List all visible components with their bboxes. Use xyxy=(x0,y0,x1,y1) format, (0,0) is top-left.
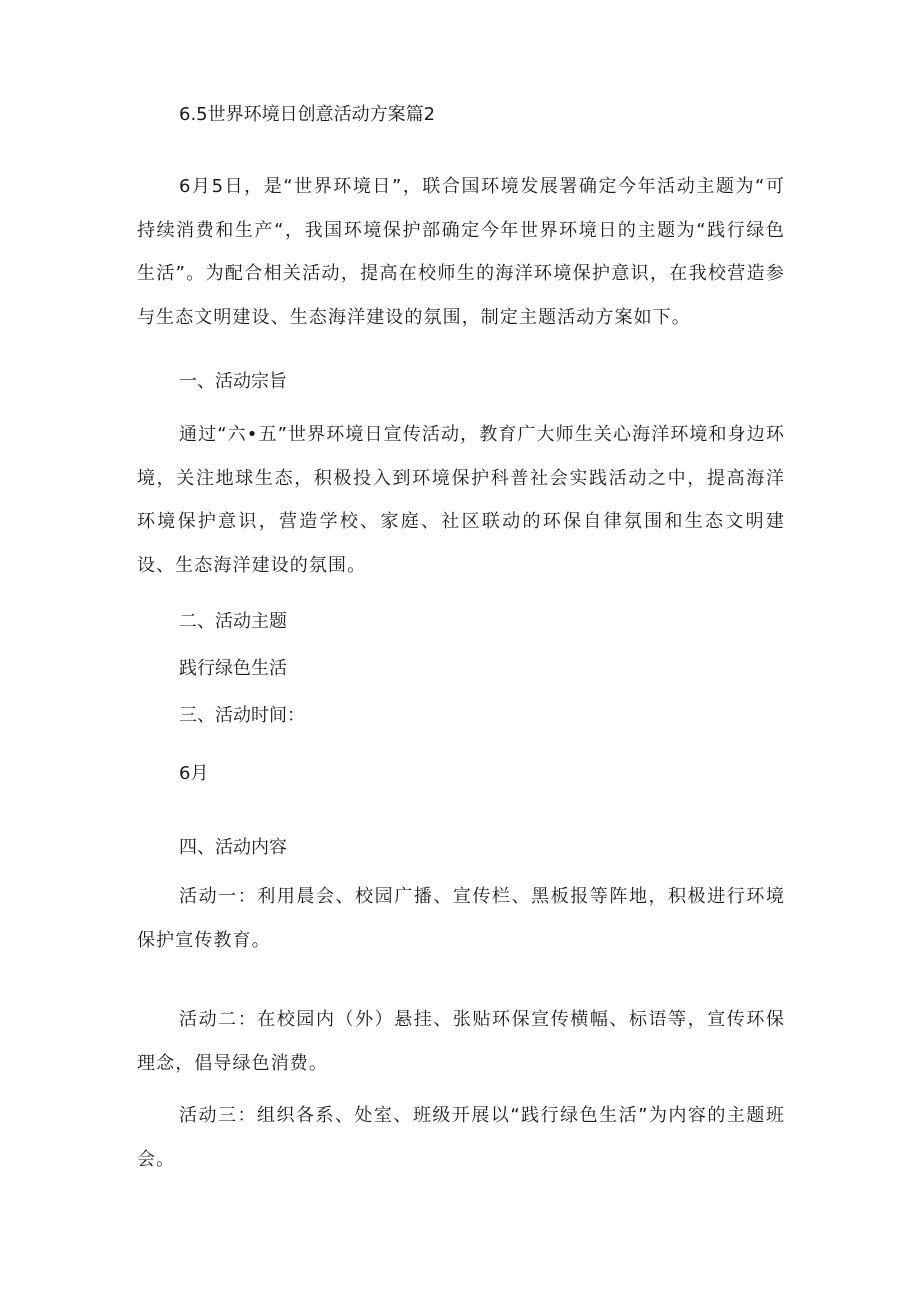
theme-text: 践行绿色生活 xyxy=(179,658,287,679)
activity-three-paragraph: 活动三：组织各系、处室、班级开展以“践行绿色生活”为内容的主题班会。 xyxy=(137,1105,785,1170)
section-heading-theme: 二、活动主题 xyxy=(179,611,287,632)
section-heading-content: 四、活动内容 xyxy=(179,837,287,858)
activity-two-paragraph: 活动二：在校园内（外）悬挂、张贴环保宣传横幅、标语等，宣传环保理念，倡导绿色消费。 xyxy=(137,1009,785,1074)
document-title: 6.5世界环境日创意活动方案篇2 xyxy=(179,104,436,125)
activity-one-paragraph: 活动一：利用晨会、校园广播、宣传栏、黑板报等阵地，积极进行环境保护宣传教育。 xyxy=(137,886,785,951)
time-text: 6月 xyxy=(179,763,209,784)
section-heading-purpose: 一、活动宗旨 xyxy=(179,371,287,392)
intro-paragraph: 6月5日，是“世界环境日”，联合国环境发展署确定今年活动主题为“可持续消费和生产“，我国环境保护部确定今年世界环境日的主题为“践行绿色生活”。为配合相关活动，提高在校师生的海洋环境保护意识，在我校营造参与生态文明建设、生态海洋建设的氛围，制定主题活动方案如下。 xyxy=(137,176,785,328)
purpose-paragraph: 通过“六•五”世界环境日宣传活动，教育广大师生关心海洋环境和身边环境，关注地球生态，积极投入到环境保护科普社会实践活动之中，提高海洋环境保护意识，营造学校、家庭、社区联动的环保自律氛围和生态文明建设、生态海洋建设的氛围。 xyxy=(137,424,785,576)
section-heading-time: 三、活动时间： xyxy=(179,705,305,726)
